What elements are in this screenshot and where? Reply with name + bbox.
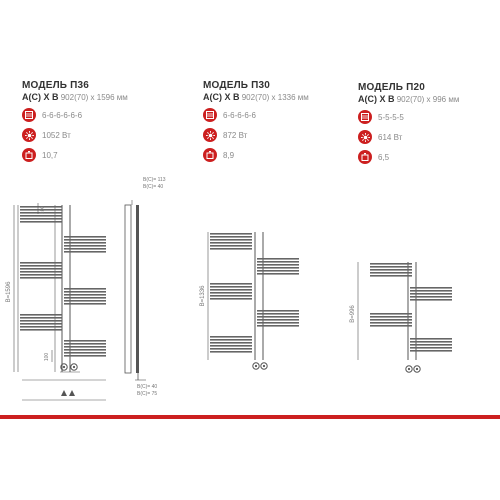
power-value: 872 Вт bbox=[223, 130, 248, 140]
p30-valves bbox=[253, 363, 267, 369]
red-footer-bar bbox=[0, 415, 500, 419]
power-value: 614 Вт bbox=[378, 132, 403, 142]
p36-side-bot2: B(C)= 75 bbox=[137, 391, 158, 397]
dims-label: A(C) X B bbox=[22, 92, 59, 102]
dims-value: 902(70) x 1596 мм bbox=[60, 93, 128, 102]
p36-bottom-dim: 100 bbox=[44, 352, 50, 362]
dims-label: A(C) X B bbox=[358, 94, 395, 104]
model-title: МОДЕЛЬ П20 bbox=[358, 82, 426, 93]
p36-side-drawing bbox=[125, 200, 146, 380]
sections-value: 6-6-6-6-6-6 bbox=[42, 110, 83, 120]
volume-value: 8,9 bbox=[223, 150, 235, 160]
dims-label: A(C) X B bbox=[203, 92, 240, 102]
power-value: 1052 Вт bbox=[42, 130, 71, 140]
p36-side-bot1: B(C)= 40 bbox=[137, 384, 158, 390]
volume-value: 6,5 bbox=[378, 152, 390, 162]
volume-value: 10,7 bbox=[42, 150, 58, 160]
p36-height-dim: B=1596 bbox=[6, 281, 12, 303]
p36-front-drawing bbox=[18, 205, 70, 372]
p36-valves bbox=[61, 364, 77, 370]
p36-bars bbox=[20, 206, 106, 357]
p36-side-top1: B(C)= 113 bbox=[143, 177, 166, 183]
p36-side-top2: B(C)= 40 bbox=[143, 184, 164, 190]
p20-front-drawing bbox=[358, 262, 416, 360]
p20-bars bbox=[370, 263, 452, 352]
dims-value: 902(70) x 996 мм bbox=[396, 95, 460, 104]
p36-small-dim: 100 bbox=[40, 205, 46, 215]
p30-height-dim: B=1336 bbox=[200, 285, 206, 307]
p36-floor-arrows bbox=[61, 390, 75, 396]
model-title: МОДЕЛЬ П36 bbox=[22, 80, 90, 91]
dims-value: 902(70) x 1336 мм bbox=[241, 93, 309, 102]
model-title: МОДЕЛЬ П30 bbox=[203, 80, 271, 91]
p20-valves bbox=[406, 366, 420, 372]
sections-value: 6-6-6-6-6 bbox=[223, 110, 256, 120]
p20-height-dim: B=996 bbox=[350, 305, 356, 323]
sections-value: 5-5-5-5 bbox=[378, 112, 404, 122]
